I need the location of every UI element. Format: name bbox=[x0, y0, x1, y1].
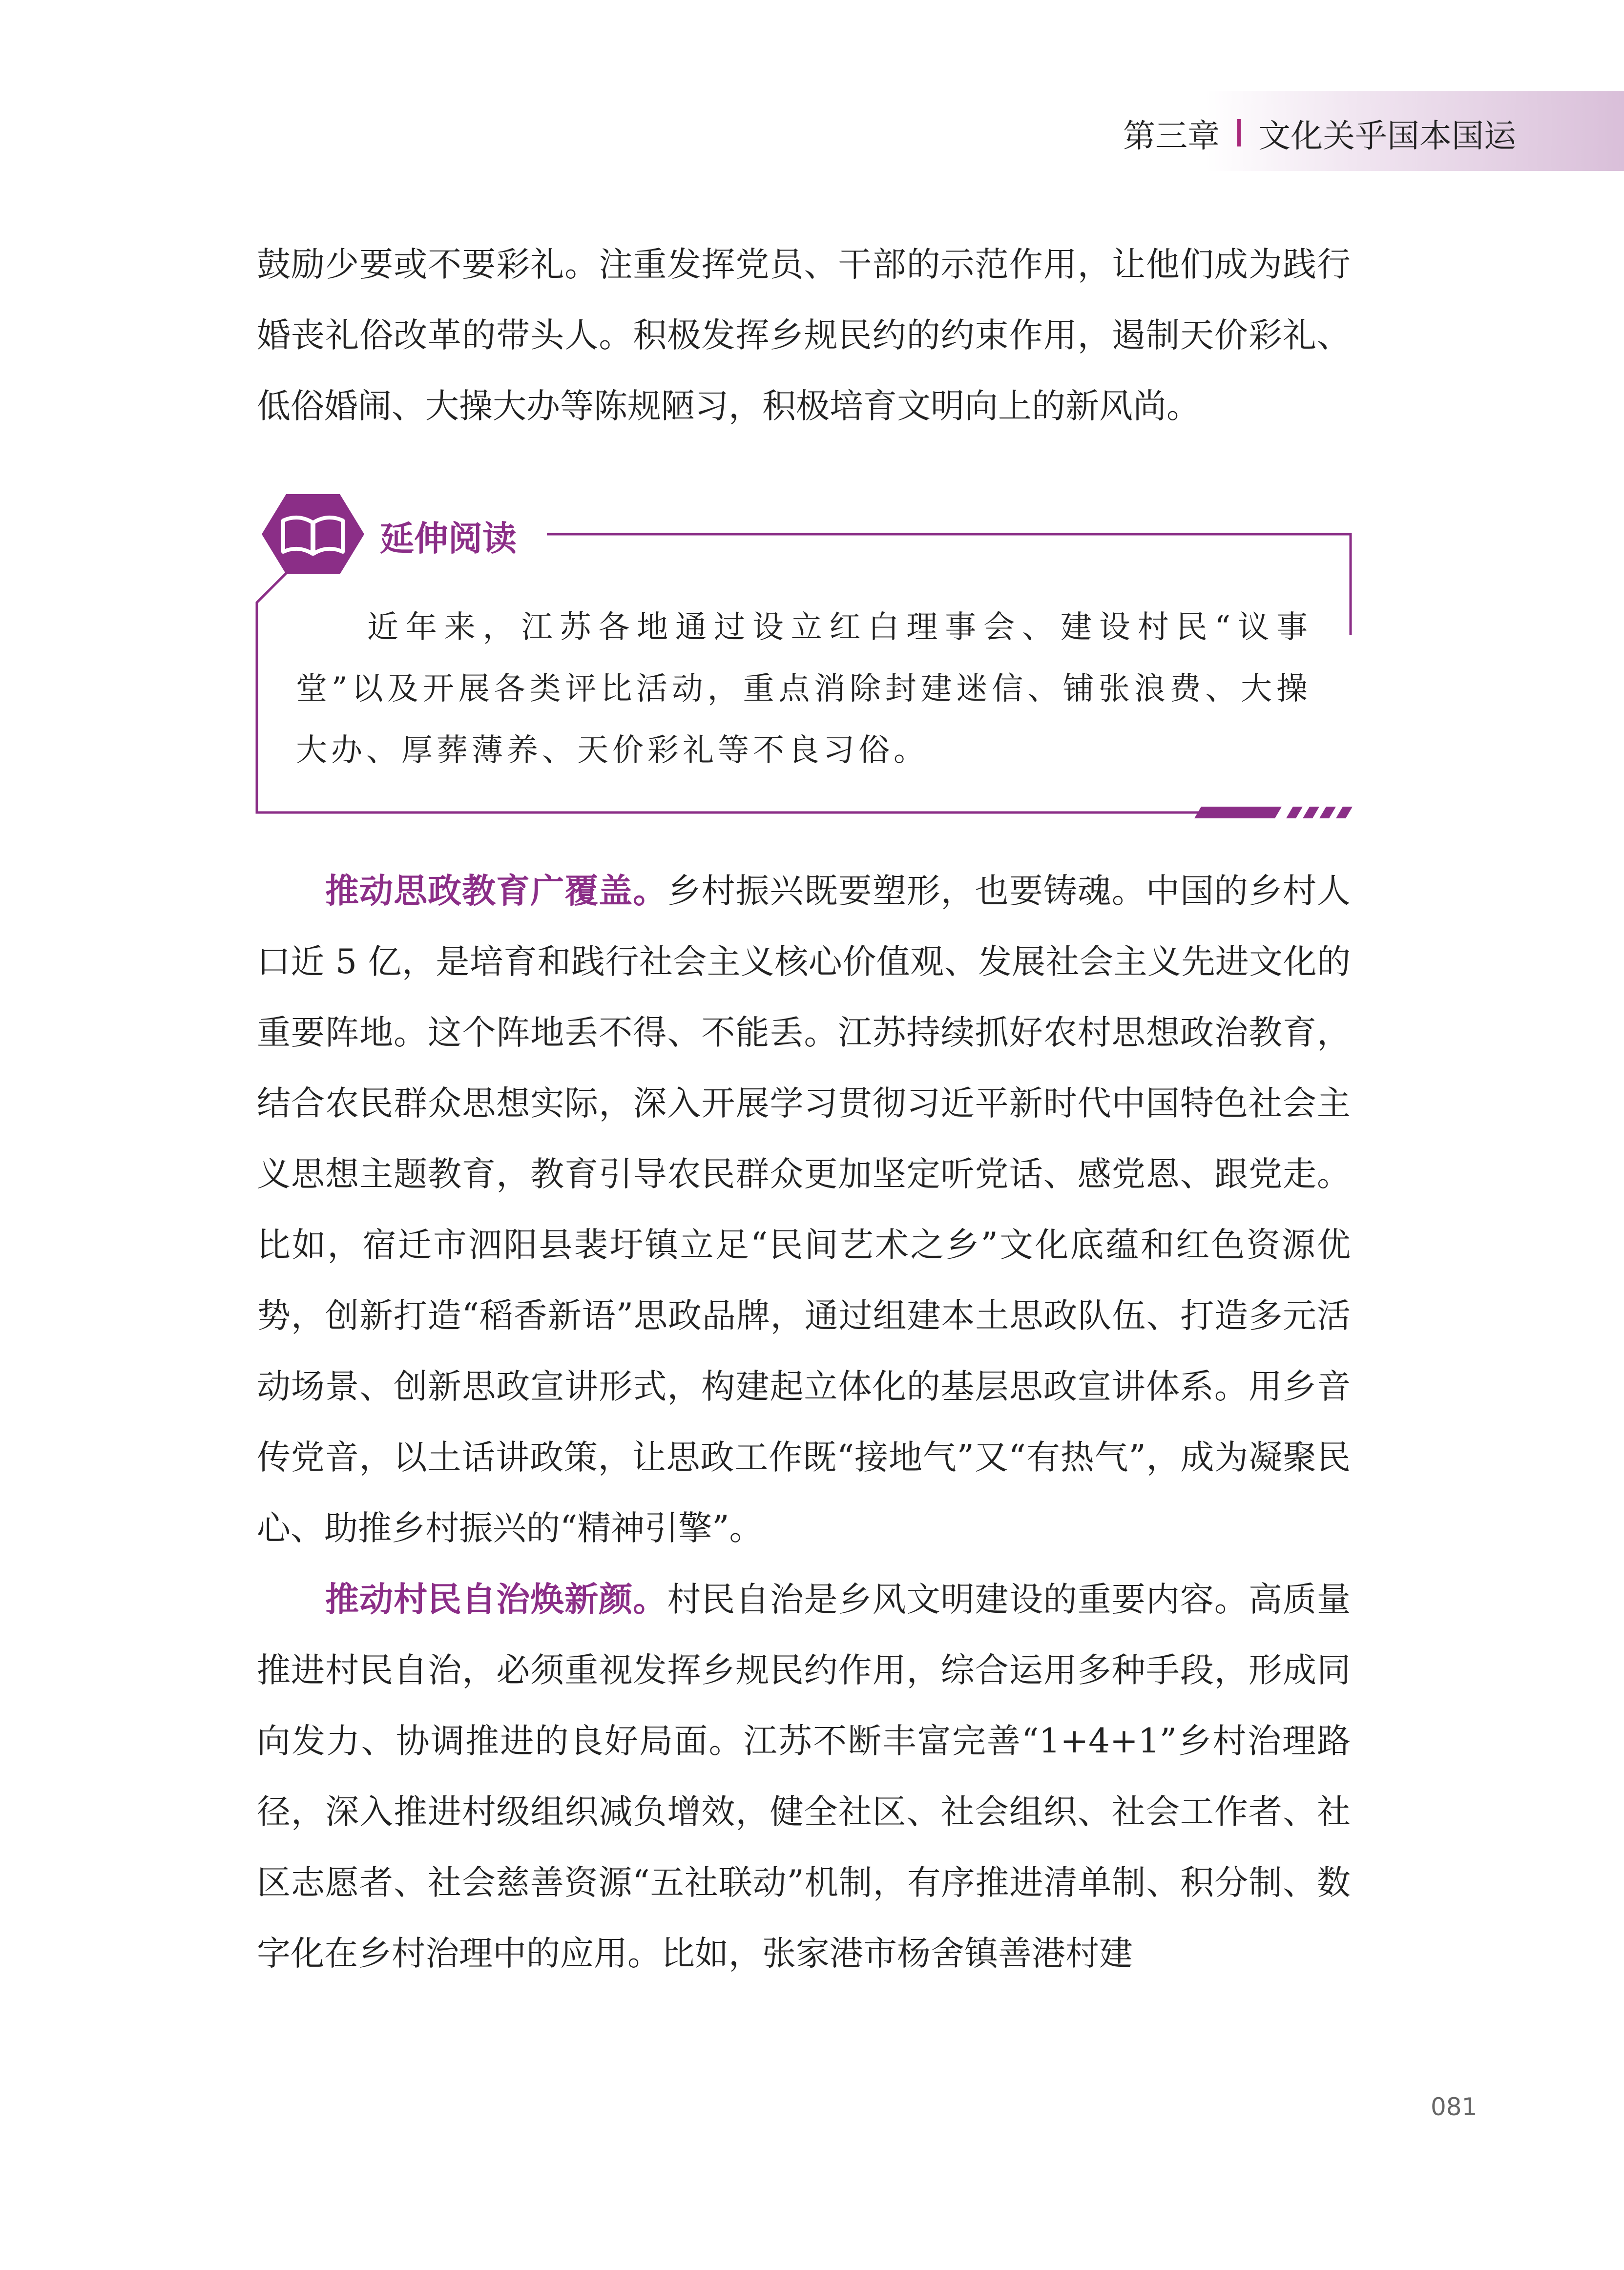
page-number: 081 bbox=[1431, 2093, 1478, 2121]
section-heading: 推动村民自治焕新颜。 bbox=[325, 1580, 667, 1619]
section-village-autonomy bbox=[257, 1564, 1351, 1989]
intro-paragraph: 鼓励少要或不要彩礼。注重发挥党员、干部的示范作用，让他们成为践行婚丧礼俗改革的带头人。积极发挥乡规民约的约束作用，遏制天价彩礼、低俗婚闹、大操大办等陈规陋习，积极培育文明向上的新风尚。 bbox=[257, 245, 1351, 426]
section-heading: 推动思政教育广覆盖。 bbox=[325, 872, 667, 911]
extended-reading-text: 近年来，江苏各地通过设立红白理事会、建设村民“议事堂”以及开展各类评比活动，重点消除封建迷信、铺张浪费、大操大办、厚葬薄养、天价彩礼等不良习俗。 bbox=[296, 609, 1312, 769]
chapter-title: 文化关乎国本国运 bbox=[1258, 117, 1516, 155]
section-body: 乡村振兴既要塑形，也要铸魂。中国的乡村人口近 5 亿，是培育和践行社会主义核心价值观、发展社会主义先进文化的重要阵地。这个阵地丢不得、不能丢。江苏持续抓好农村思想政治教育，结合农民群众思想实际，深入开展学习贯彻习近平新时代中国特色社会主义思想主题教育，教育引导农民群众更加坚定听党话、感党恩、跟党走。比如，宿迁市泗阳县裴圩镇立足“民间艺术之乡”文化底蕴和红色资源优势，创新打造“稻香新语”思政品牌，通过组建本土思政队伍、打造多元活动场景、创新思政宣讲形式，构建起立体化的基层思政宣讲体系。用乡音传党音，以土话讲政策，让思政工作既“接地气”又“有热气”，成为凝聚民心、助推乡村振兴的“精神引擎”。 bbox=[257, 872, 1351, 1548]
chapter-label: 第三章 bbox=[1123, 117, 1220, 155]
section-thought-education bbox=[257, 856, 1351, 1564]
section-body: 村民自治是乡风文明建设的重要内容。高质量推进村民自治，必须重视发挥乡规民约作用，综合运用多种手段，形成同向发力、协调推进的良好局面。江苏不断丰富完善“1+4+1”乡村治理路径，深入推进村级组织减负增效，健全社区、社会组织、社会工作者、社区志愿者、社会慈善资源“五社联动”机制，有序推进清单制、积分制、数字化在乡村治理中的应用。比如，张家港市杨舍镇善港村建 bbox=[257, 1580, 1351, 1973]
book-icon bbox=[262, 494, 364, 574]
extended-reading-title: 延伸阅读 bbox=[380, 519, 517, 559]
